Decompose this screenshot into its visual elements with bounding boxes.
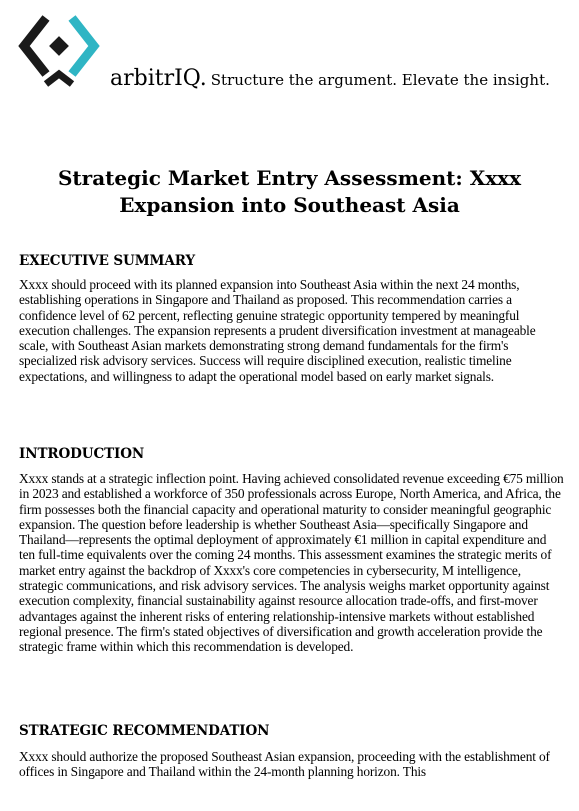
brand-name: arbitrIQ.: [110, 66, 207, 91]
executive-summary-heading: EXECUTIVE SUMMARY: [19, 253, 196, 269]
introduction-heading: INTRODUCTION: [19, 446, 145, 462]
brand-tagline: Structure the argument. Elevate the insight.: [210, 71, 550, 89]
document-title-line-2: Expansion into Southeast Asia: [119, 193, 460, 217]
executive-summary-body: Xxxx should proceed with its planned expansion into Southeast Asia within the next 24 months, establishing operations in Singapore and Thailand as proposed. This recommendation carries a confidence level of 62 percent, reflecting genuine strategic opportunity tempered by meaningful execution challenges. The expansion represents a prudent diversification investment at manageable scale, with Southeast Asian markets demonstrating strong demand fundamentals for the firm's specialized risk advisory services. Success will require disciplined execution, realistic timeline expectations, and willingness to adapt the operational model based on early market signals.: [19, 277, 536, 384]
logo-base-chevron: [46, 74, 72, 84]
document-title: [20, 165, 559, 219]
strategic-recommendation-heading: STRATEGIC RECOMMENDATION: [19, 723, 270, 739]
document-title-line-1: Strategic Market Entry Assessment: Xxxx: [57, 166, 521, 190]
logo-diamond: [49, 36, 69, 56]
angle-brackets-diamond-icon: [16, 12, 100, 92]
strategic-recommendation-body: Xxxx should authorize the proposed Southeast Asian expansion, proceeding with the establishment of offices in Singapore and Thailand within the 24-month planning horizon. This: [19, 749, 550, 780]
brand-line: [110, 68, 550, 90]
introduction-body: Xxxx stands at a strategic inflection point. Having achieved consolidated revenue exceeding €75 million in 2023 and established a workforce of 350 professionals across Europe, North America, and Africa, the firm possesses both the financial capacity and operational maturity to consider meaningful geographic expansion. The question before leadership is whether Southeast Asia—specifically Singapore and Thailand—represents the optimal deployment of approximately €1 million in capital expenditure and ten full-time equivalents over the coming 24 months. This assessment examines the strategic merits of market entry against the backdrop of Xxxx's core competencies in cybersecurity, M intelligence, strategic communications, and risk advisory services. The analysis weighs market opportunity against execution complexity, financial sustainability against resource allocation trade-offs, and first-mover advantages against the inherent risks of entering relationship-intensive markets without established regional presence. The firm's stated objectives of diversification and growth acceleration provide the strategic frame within which this recommendation is developed.: [19, 471, 564, 655]
logo-right-bracket: [72, 18, 94, 74]
logo-left-bracket: [24, 18, 46, 74]
